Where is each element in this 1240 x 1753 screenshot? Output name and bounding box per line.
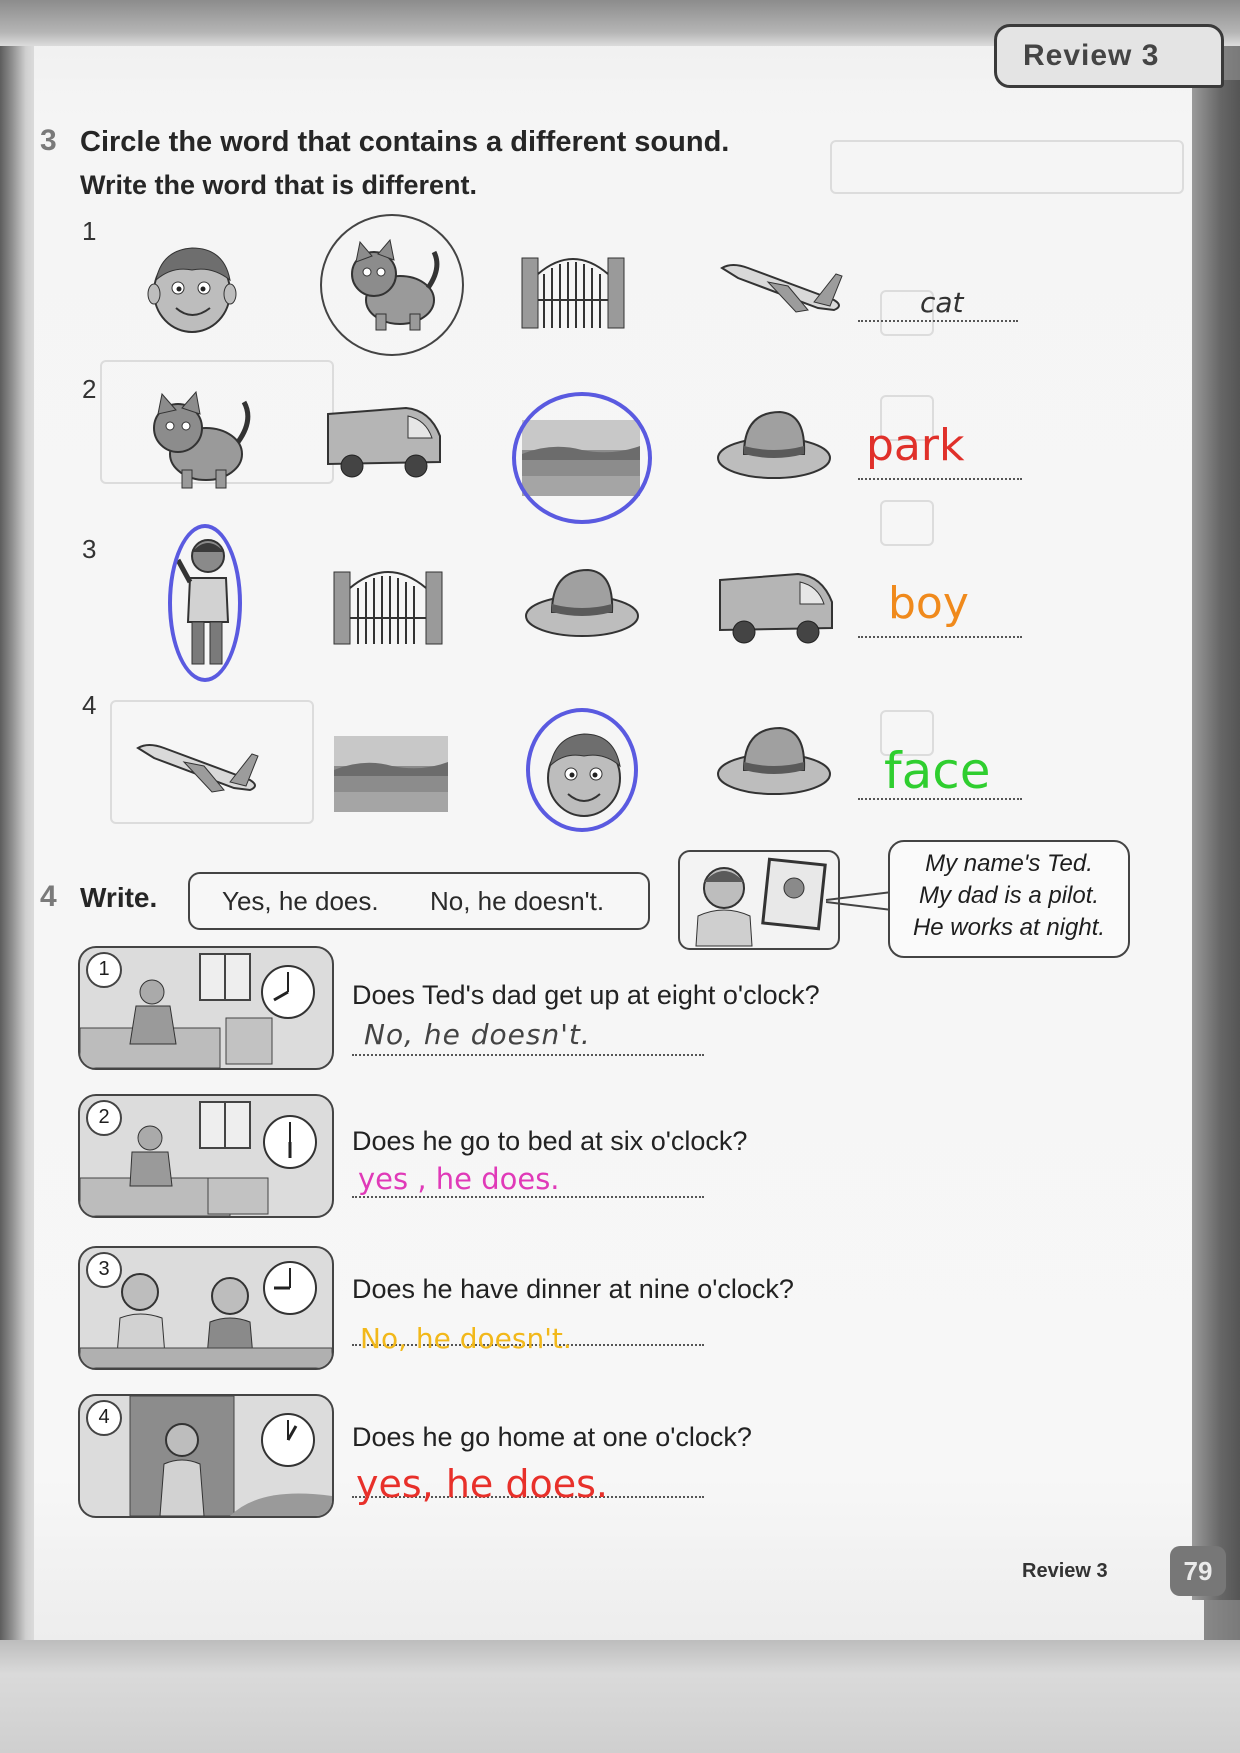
item-2-answer: yes , he does.: [358, 1162, 560, 1196]
row-2-answer-line: [858, 478, 1022, 480]
plane-picture: [718, 248, 848, 328]
item-3-number: 3: [86, 1252, 122, 1288]
row-1-answer: cat: [920, 286, 964, 319]
answer-circle-mark: [512, 392, 652, 524]
face-picture: [142, 236, 242, 336]
clock-icon: [264, 1262, 316, 1314]
item-3-answer: No, he doesn't.: [360, 1322, 572, 1355]
item-4-question: Does he go home at one o'clock?: [352, 1422, 752, 1452]
exercise-4-number: 4: [40, 880, 57, 913]
item-1-question: Does Ted's dad get up at eight o'clock?: [352, 980, 820, 1010]
hat-picture: [714, 720, 834, 800]
item-1-number: 1: [86, 952, 122, 988]
item-3-question: Does he have dinner at nine o'clock?: [352, 1274, 794, 1304]
scene-1-getting-up-picture: [78, 946, 334, 1070]
cat-picture: [142, 384, 257, 494]
scene-4-going-home-picture: [78, 1394, 334, 1518]
clock-icon: [264, 1116, 316, 1168]
speech-bubble-tail: [826, 890, 896, 914]
item-2-answer-line: [352, 1196, 704, 1198]
scene-3-dinner-picture: [78, 1246, 334, 1370]
row-1-answer-line: [858, 320, 1018, 322]
review-tab: [994, 24, 1224, 88]
hat-picture: [714, 404, 834, 484]
exercise-3-instruction-line1: Circle the word that contains a different sound.: [80, 126, 730, 158]
word-option: Yes, he does.: [222, 886, 379, 916]
speech-line: My name's Ted.: [925, 850, 1093, 877]
ted-with-photo-picture: [678, 850, 840, 950]
row-4-number: 4: [82, 690, 97, 720]
item-2-number: 2: [86, 1100, 122, 1136]
row-4-answer: face: [884, 742, 991, 800]
cat-picture: [338, 228, 448, 338]
page-number: 79: [1170, 1546, 1226, 1596]
exercise-3-number: 3: [40, 124, 57, 157]
plane-picture: [134, 728, 264, 808]
footer-label: Review 3: [1022, 1560, 1108, 1582]
exercise-4-instruction: Write.: [80, 882, 158, 913]
gate-picture: [518, 240, 628, 330]
item-2-question: Does he go to bed at six o'clock?: [352, 1126, 748, 1156]
item-1-answer-line: [352, 1054, 704, 1056]
clock-icon: [262, 966, 314, 1018]
row-3-number: 3: [82, 534, 97, 564]
bleed-through-box: [880, 500, 934, 546]
answer-circle-mark: [526, 708, 638, 832]
bleed-through-box: [830, 140, 1184, 194]
speech-line: He works at night.: [912, 914, 1106, 941]
row-2-answer: park: [866, 420, 965, 471]
row-2-number: 2: [82, 374, 97, 404]
scene-2-bedtime-picture: [78, 1094, 334, 1218]
row-3-answer-line: [858, 636, 1022, 638]
park-picture: [334, 736, 448, 812]
item-1-answer: No, he doesn't.: [364, 1018, 591, 1051]
van-picture: [322, 400, 446, 480]
clock-icon: [262, 1414, 314, 1466]
scan-right-edge: [1192, 80, 1240, 1600]
hat-picture: [522, 562, 642, 642]
row-1-number: 1: [82, 216, 97, 246]
word-option: No, he doesn't.: [430, 886, 605, 916]
exercise-3-instruction-line2: Write the word that is different.: [80, 170, 478, 200]
word-box: [188, 872, 650, 930]
item-4-number: 4: [86, 1400, 122, 1436]
scan-bottom-edge: [0, 1640, 1240, 1753]
speech-bubble: [888, 840, 1130, 958]
answer-circle-mark: [168, 524, 242, 682]
review-tab-label: Review 3: [1023, 39, 1160, 72]
item-4-answer: yes, he does.: [356, 1462, 608, 1506]
row-3-answer: boy: [888, 578, 969, 629]
gate-picture: [330, 556, 446, 646]
van-picture: [714, 566, 838, 646]
speech-line: My dad is a pilot.: [918, 882, 1100, 909]
